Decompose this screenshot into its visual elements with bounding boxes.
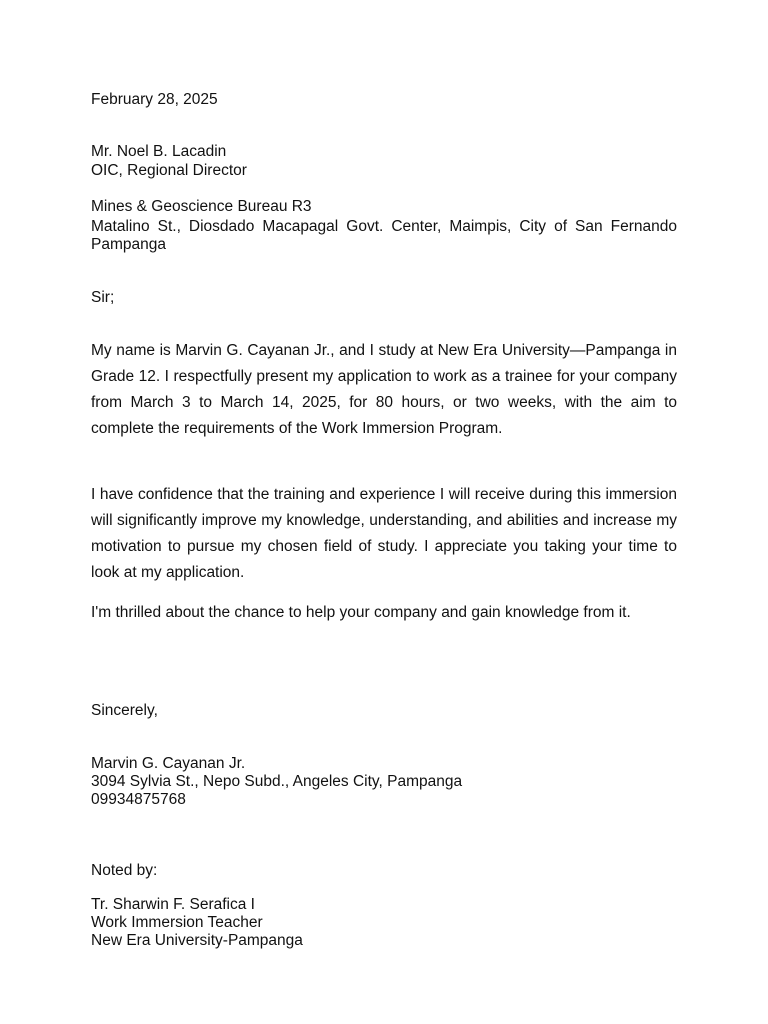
noted-title: Work Immersion Teacher [91,914,263,931]
recipient-address: Matalino St., Diosdado Macapagal Govt. Center, Maimpis, City of San Fernando Pampanga [91,218,677,253]
recipient-office: Mines & Geoscience Bureau R3 [91,198,312,215]
noted-label: Noted by: [91,862,158,879]
body-paragraph-3: I'm thrilled about the chance to help your company and gain knowledge from it. [91,604,631,621]
recipient-name: Mr. Noel B. Lacadin [91,143,227,160]
noted-name: Tr. Sharwin F. Serafica I [91,896,255,913]
sender-phone: 09934875768 [91,791,186,808]
body-paragraph-1: My name is Marvin G. Cayanan Jr., and I study at New Era University—Pampanga in Grade 12. I respectfully present my application to work as a trainee for your company from March 3 to March 14, 2025, for 80 hours, or two weeks, with the aim to complete the requirements of the Work Immersion Program. [91,342,677,437]
recipient-title: OIC, Regional Director [91,162,247,179]
body-paragraph-2: I have confidence that the training and experience I will receive during this immersion will significantly improve my knowledge, understanding, and abilities and increase my motivation to pursue my chosen field of study. I appreciate you taking your time to look at my application. [91,486,677,581]
sender-name: Marvin G. Cayanan Jr. [91,755,246,772]
noted-school: New Era University-Pampanga [91,932,303,949]
sender-address: 3094 Sylvia St., Nepo Subd., Angeles City, Pampanga [91,773,463,790]
closing: Sincerely, [91,702,158,719]
salutation: Sir; [91,289,115,306]
letter-date: February 28, 2025 [91,91,218,108]
